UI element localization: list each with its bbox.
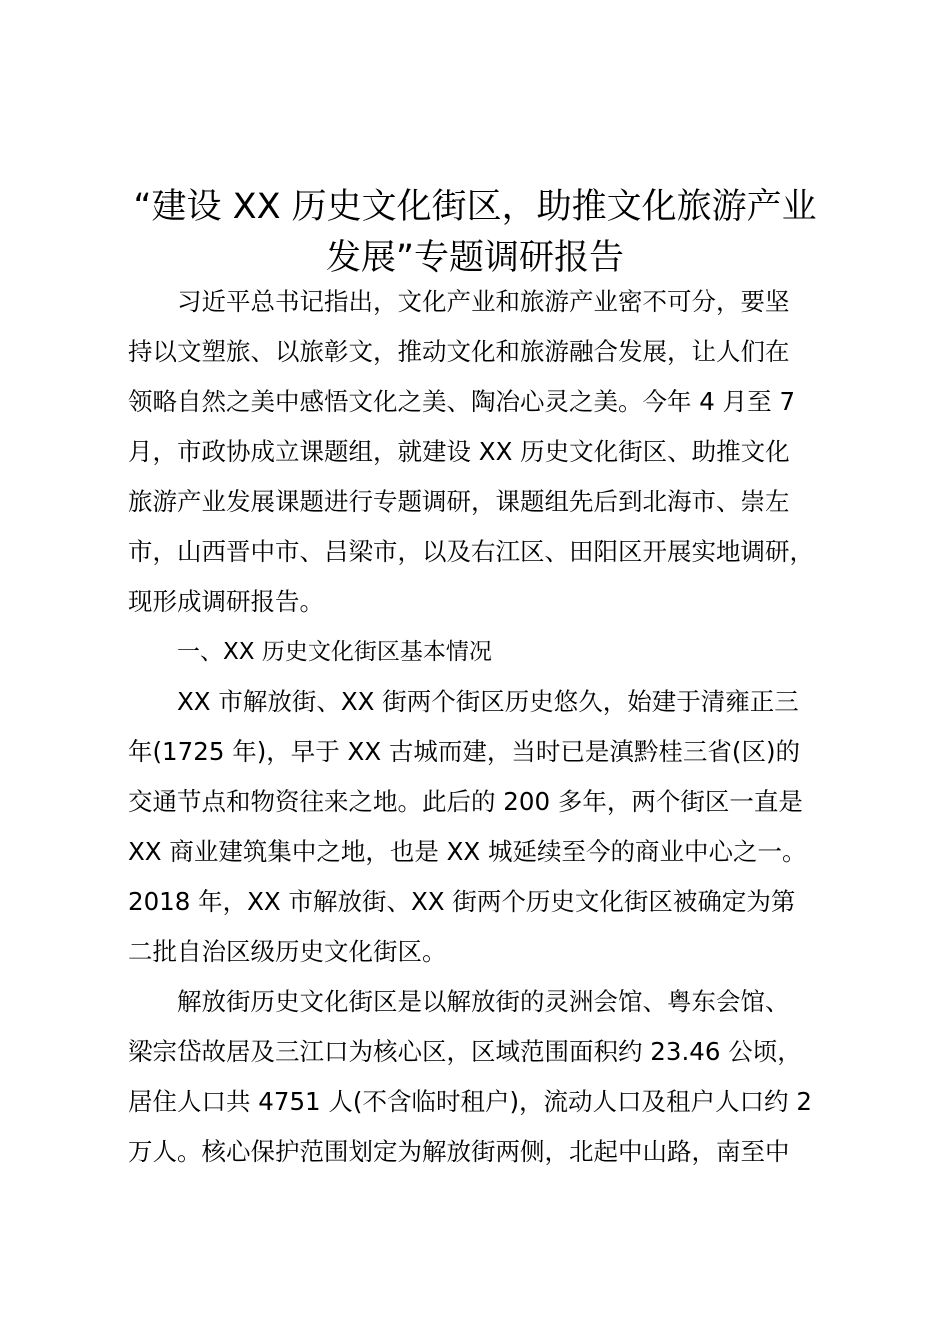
section-heading: 一、XX 历史文化街区基本情况 [177,639,492,665]
paragraph-line: 习近平总书记指出，文化产业和旅游产业密不可分，要坚 [177,287,790,316]
paragraph-line: 月，市政协成立课题组，就建设 XX 历史文化街区、助推文化 [128,437,790,466]
title-line-1: “建设 XX 历史文化街区，助推文化旅游产业 [133,187,817,227]
paragraph-line: 梁宗岱故居及三江口为核心区，区域范围面积约 23.46 公顷， [128,1037,802,1066]
paragraph-line: XX 商业建筑集中之地，也是 XX 城延续至今的商业中心之一。 [128,837,807,866]
paragraph-line: 持以文塑旅、以旅彰文，推动文化和旅游融合发展，让人们在 [128,337,790,366]
paragraph-line: 年(1725 年)，早于 XX 古城而建，当时已是滇黔桂三省(区)的 [128,737,801,766]
paragraph-line: 领略自然之美中感悟文化之美、陶冶心灵之美。今年 4 月至 7 [128,387,796,416]
paragraph-line: 居住人口共 4751 人(不含临时租户)，流动人口及租户人口约 2 [128,1087,812,1116]
paragraph-district [128,977,848,1177]
document-body [128,277,848,1177]
paragraph-line: 市，山西晋中市、吕梁市，以及右江区、田阳区开展实地调研， [128,537,814,566]
paragraph-line: 现形成调研报告。 [128,587,324,616]
paragraph-line: 万人。核心保护范围划定为解放街两侧，北起中山路，南至中 [128,1137,790,1166]
paragraph-line: 旅游产业发展课题进行专题调研，课题组先后到北海市、崇左 [128,487,790,516]
paragraph-line: 二批自治区级历史文化街区。 [128,937,447,966]
paragraph-history [128,677,848,977]
paragraph-line: XX 市解放街、XX 街两个街区历史悠久，始建于清雍正三 [177,687,799,716]
title-line-2: 发展”专题调研报告 [325,238,625,278]
paragraph-intro [128,277,848,627]
paragraph-line: 2018 年，XX 市解放街、XX 街两个历史文化街区被确定为第 [128,887,796,916]
paragraph-line: 交通节点和物资往来之地。此后的 200 多年，两个街区一直是 [128,787,803,816]
paragraph-line: 解放街历史文化街区是以解放街的灵洲会馆、粤东会馆、 [177,987,790,1016]
document-title [100,182,850,284]
